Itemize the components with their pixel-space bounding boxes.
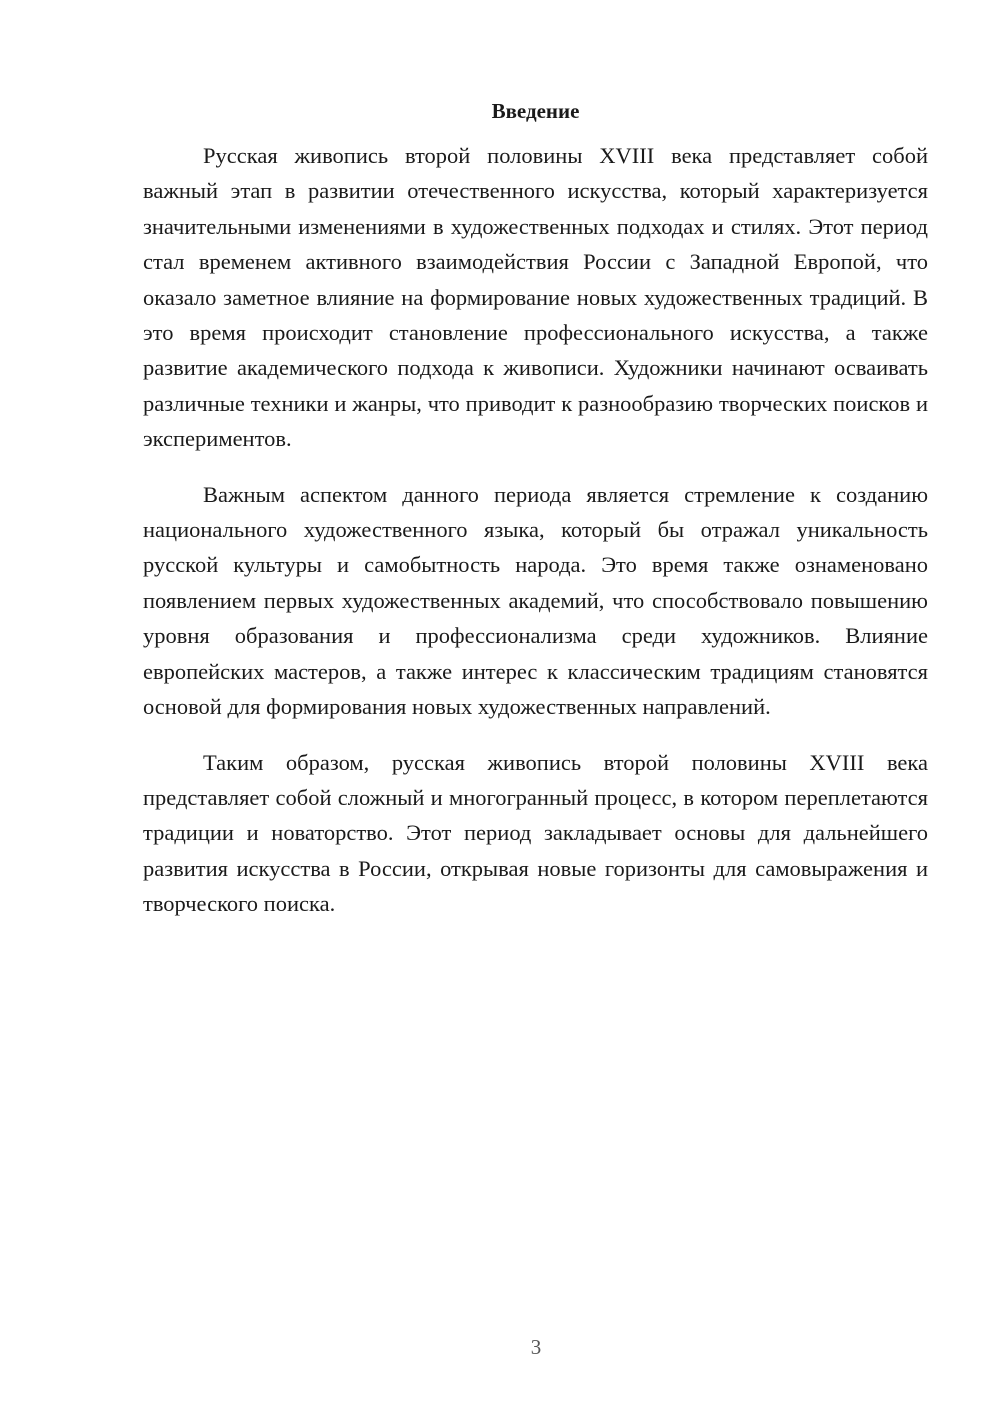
paragraph-1: Русская живопись второй половины XVIII века представляет собой важный этап в развитии отечественного искусства, который характеризуется значительными изменениями в художественных подходах и стилях. Этот период стал временем активного взаимодействия России с Западной Европой, что оказало заметное влияние на формирование новых художественных традиций. В это время происходит становление профессионального искусства, а также развитие академического подхода к живописи. Художники начинают осваивать различные техники и жанры, что приводит к разнообразию творческих поисков и экспериментов. — [143, 143, 928, 452]
paragraph-2: Важным аспектом данного периода является стремление к созданию национального художественного языка, который бы отражал уникальность русской культуры и самобытность народа. Это время также ознаменовано появлением первых художественных академий, что способствовало повышению уровня образования и профессионализма среди художников. Влияние европейских мастеров, а также интерес к классическим традициям становятся основой для формирования новых художественных направлений. — [143, 481, 928, 720]
paragraph-3: Таким образом, русская живопись второй половины XVIII века представляет собой сложный и многогранный процесс, в котором переплетаются традиции и новаторство. Этот период закладывает основы для дальнейшего развития искусства в России, открывая новые горизонты для самовыражения и творческого поиска. — [143, 749, 928, 917]
section-heading: Введение — [491, 99, 580, 123]
page-content — [143, 96, 928, 942]
page-number: 3 — [530, 1335, 542, 1359]
